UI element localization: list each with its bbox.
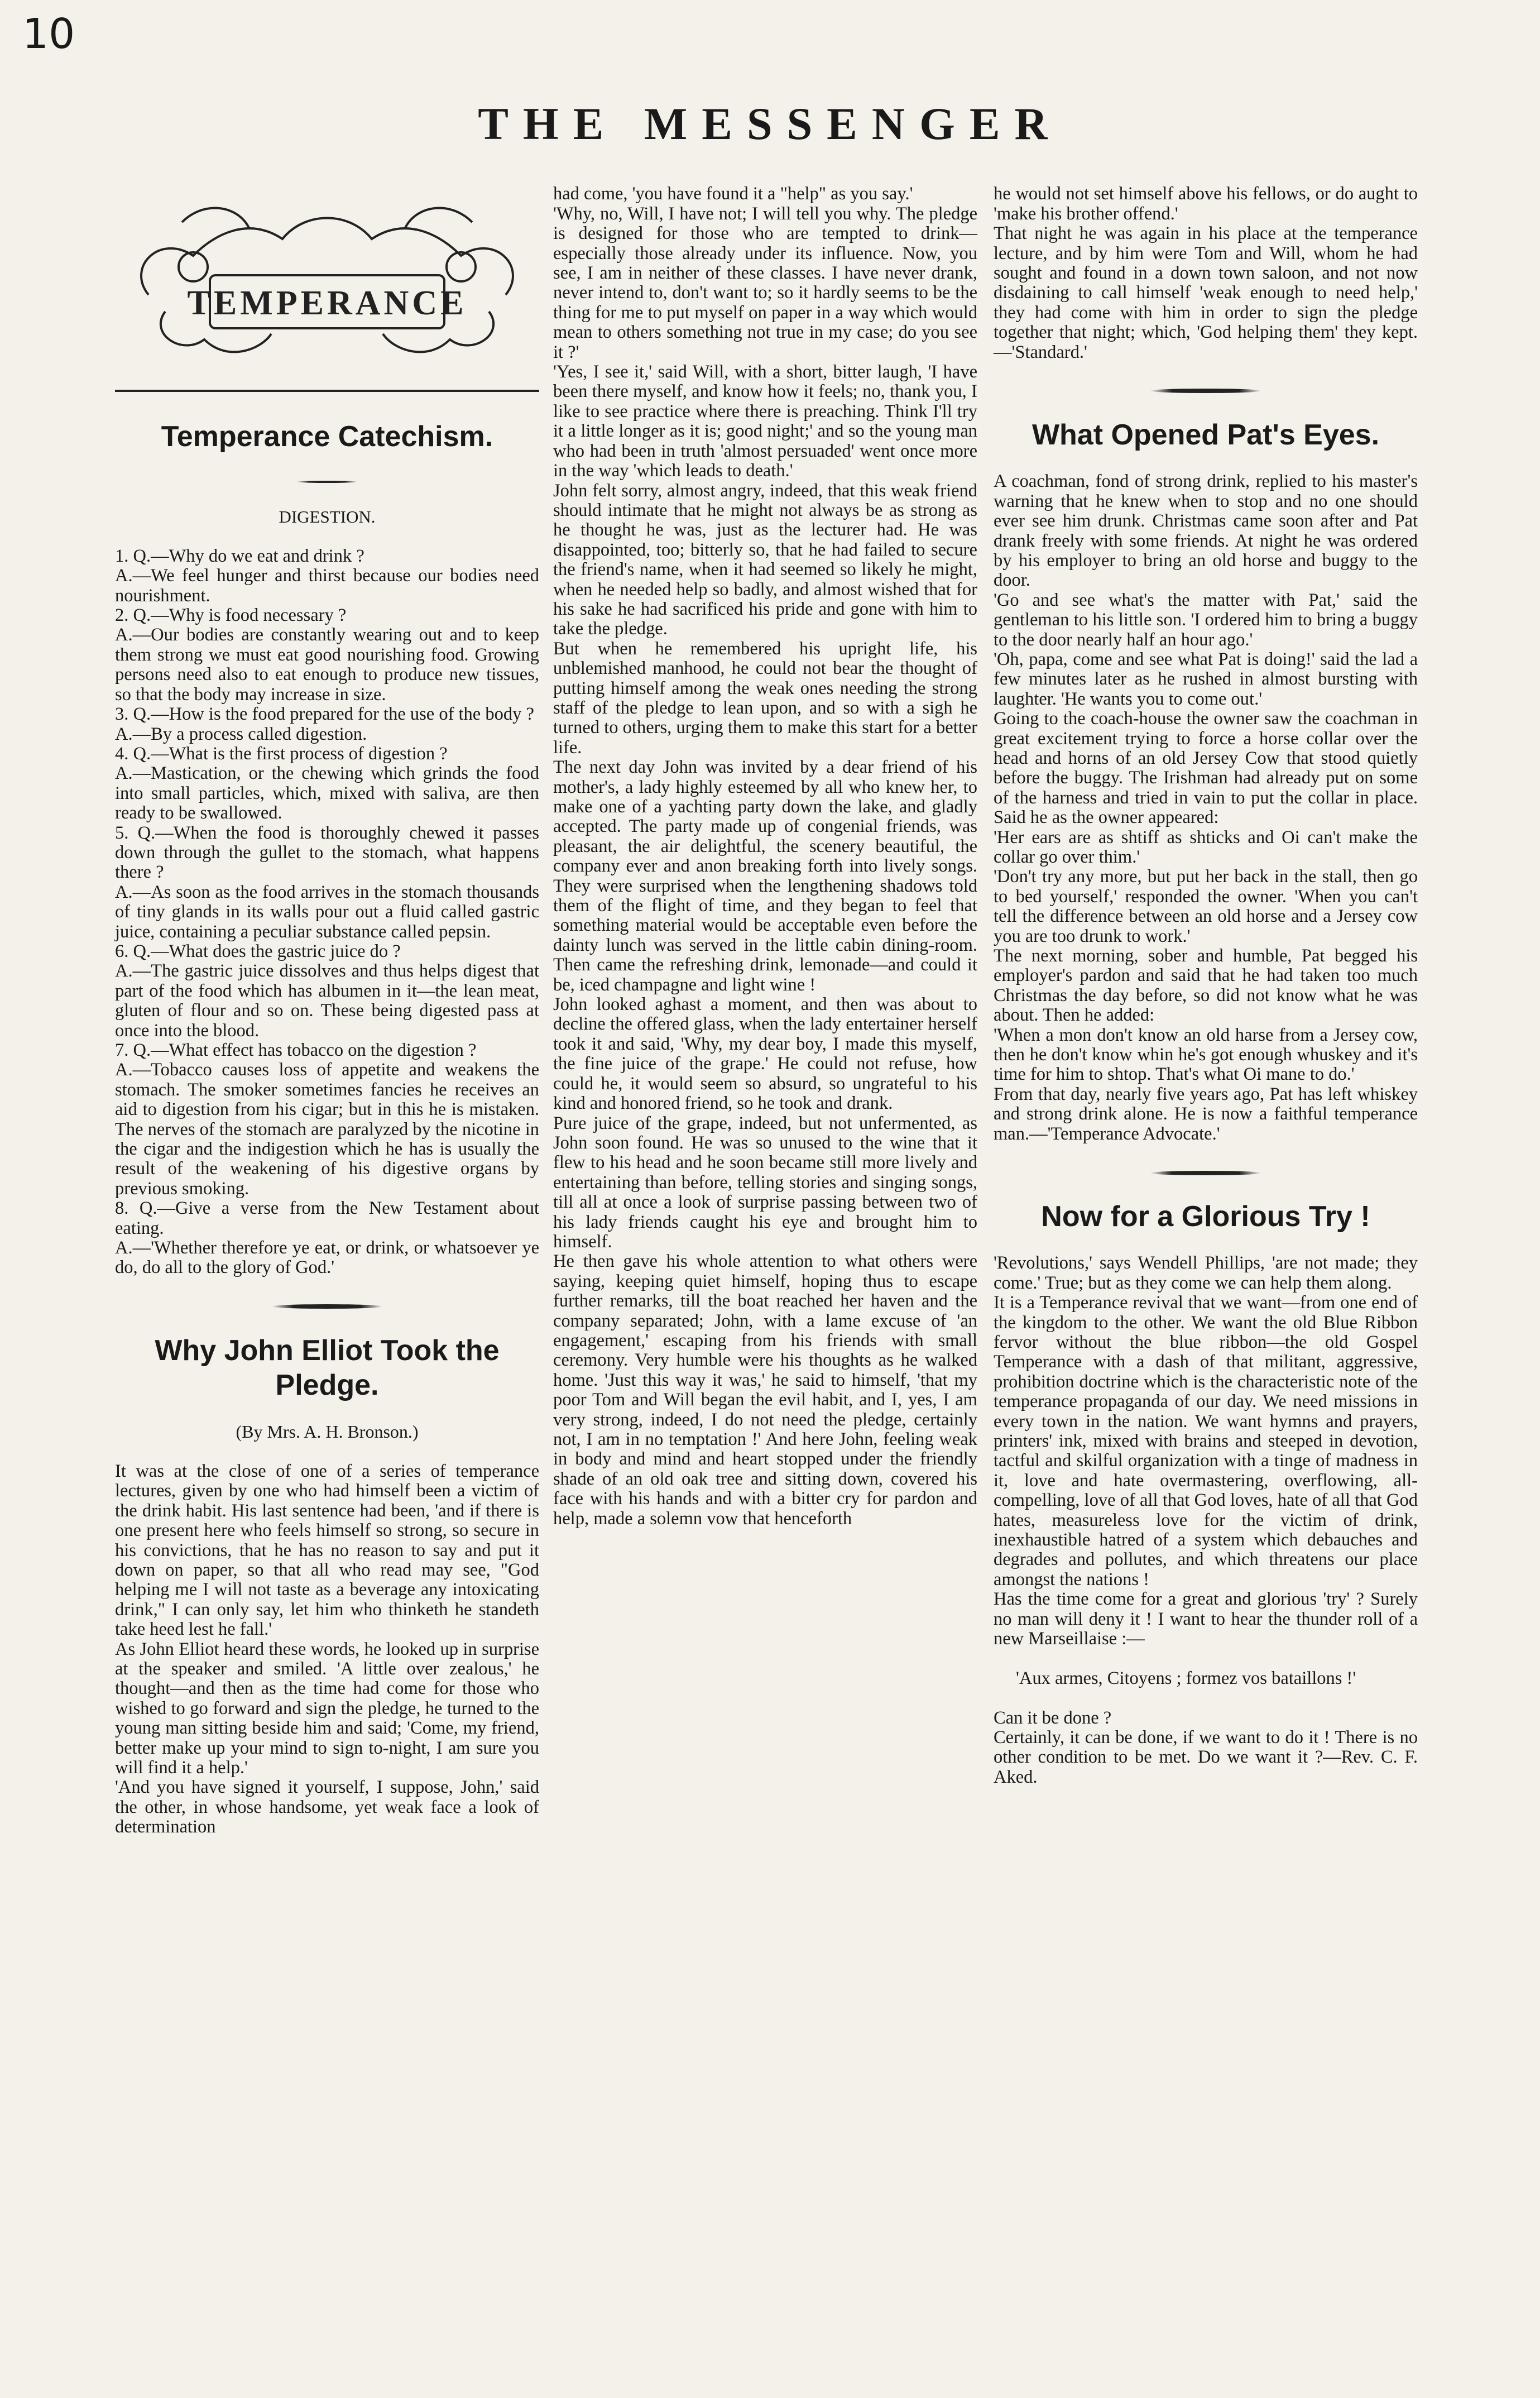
masthead: THE MESSENGER: [478, 98, 1062, 149]
article-title-pats-eyes: What Opened Pat's Eyes.: [1032, 418, 1380, 451]
article-title-temperance-catechism: Temperance Catechism.: [161, 420, 493, 453]
article-body-catechism: 1. Q.—Why do we eat and drink ? A.—We feel hunger and thirst because our bodies need nourishment. 2. Q.—Why is food necessary ? A.—Our bodies are constantly wearing out and to keep them strong we must eat good nourishing food. Growing persons need also to eat enough to produce new tissues, so that the body may increase in size. 3. Q.—How is the food prepared for the use of the body ? A.—By a process called digestion. 4. Q.—What is the first process of digestion ? A.—Mastication, or the chewing which grinds the food into small particles, which, mixed with saliva, are then ready to be swallowed. 5. Q.—When the food is thoroughly chewed it passes down through the gullet to the stomach, what happens there ? A.—As soon as the food arrives in the stomach thousands of tiny glands in its walls pour out a fluid called gastric juice, containing a peculiar substance called pepsin. 6. Q.—What does the gastric juice do ? A.—The gastric juice dissolves and thus helps digest that part of the food which has albumen in it—the lean meat, gluten of flour and so on. These being digested pass at once into the blood. 7. Q.—What effect has tobacco on the digestion ? A.—Tobacco causes loss of appetite and weakens the stomach. The smoker sometimes fancies he receives an aid to digestion from his cigar; but in this he is mistaken. The nerves of the stomach are paralyzed by the nicotine in the cigar and the indigestion which he has is usually the result of the weakening of his digestive organs by previous smoking. 8. Q.—Give a verse from the New Testament about eating. A.—'Whether therefore ye eat, or drink, or whatsoever ye do, do all to the glory of God.': [115, 545, 539, 1278]
article-subtitle: DIGESTION.: [279, 507, 376, 527]
article-byline: (By Mrs. A. H. Bronson.): [236, 1421, 419, 1442]
separator: [296, 481, 358, 483]
column-3: [994, 165, 1418, 1807]
article-body-john-elliot-end: he would not set himself above his fellows, or do aught to 'make his brother offend.' That night he was again in his place at the temperance lecture, and by him were Tom and Will, whom he had sought and found in a down town saloon, and not now disdaining to call himself 'weak enough to need help,' they had come with him in order to sign the pledge together that night; which, 'God helping them' they kept.—'Standard.': [994, 184, 1418, 362]
ornament-caption: TEMPERANCE: [187, 284, 467, 322]
article-closing: Can it be done ? Certainly, it can be done, if we want to do it ! There is no other condition to be met. Do we want it ?—Rev. C. F. Aked.: [994, 1707, 1418, 1787]
separator: [271, 1304, 383, 1309]
page-number: 10: [22, 10, 75, 58]
column-2: [553, 165, 977, 1548]
column-rule: [115, 390, 539, 392]
article-title-john-elliot: Why John Elliot Took the Pledge.: [155, 1334, 500, 1401]
separator: [1150, 389, 1261, 393]
quoted-verse: 'Aux armes, Citoyens ; formez vos bataillons !': [1016, 1668, 1356, 1688]
separator: [1150, 1171, 1261, 1175]
article-body-john-elliot-continued: had come, 'you have found it a "help" as you say.' 'Why, no, Will, I have not; I will tell you why. The pledge is designed for those who are tempted to drink—especially those already under its influence. Now, you see, I am in neither of these classes. I have never drank, never intend to, don't want to; so it hardly seems to be the thing for me to put myself on paper in a way which would mean to others something not true in my case; do you see it ?' 'Yes, I see it,' said Will, with a short, bitter laugh, 'I have been there myself, and know how it feels; no, thank you, I like to see practice where there is preaching. Think I'll try it a little longer as it is; good night;' and so the young man who had been in truth 'almost persuaded' went once more in the way 'which leads to death.' John felt sorry, almost angry, indeed, that this weak friend should intimate that he might not always be as strong as he thought he was, just as the lecturer had. He was disappointed, too; bitterly so, that he had failed to secure the friend's name, when it had seemed so likely he might, when he needed help so badly, and almost wished that for his sake he had sacrificed his pride and gone with him to take the pledge. But when he remembered his upright life, his unblemished manhood, he could not bear the thought of putting himself among the weak ones needing the strong staff of the pledge to lean upon, and so with a sigh he turned to others, urging them to make this start for a better life. The next day John was invited by a dear friend of his mother's, a lady highly esteemed by all who knew her, to make one of a yachting party down the lake, and gladly accepted. The party made up of congenial friends, was pleasant, the air delightful, the scenery beautiful, the company ever and anon breaking forth into lively songs. They were surprised when the lengthening shadows told them of the flight of time, and they began to feel that something material would be acceptable even before the dainty lunch was served in the little cabin dining-room. Then came the refreshing drink, lemonade—and could it be, iced champagne and light wine ! John looked aghast a moment, and then was about to decline the offered glass, when the lady entertainer herself took it and said, 'Why, my dear boy, I made this myself, the fine juice of the grape.' He could not refuse, how could he, it would seem so absurd, so ungrateful to his kind and honored friend, so he took and drank. Pure juice of the grape, indeed, but not unfermented, as John soon found. He was so unused to the wine that it flew to his head and he soon became still more lively and entertaining than before, telling stories and singing songs, till all at once a look of surprise passing between two of his lady friends caught his eye and brought him to himself. He then gave his whole attention to what others were saying, keeping quiet himself, hoping thus to escape further remarks, till the boat reached her haven and the company separated; John, with a lame excuse of 'an engagement,' escaping from his friends with small ceremony. Very humble were his thoughts as he walked home. 'Just this way it was,' he said to himself, 'that my poor Tom and Will began the evil habit, and I, yes, I am very strong, indeed, I do not need the pledge, certainly not, I am in no temptation !' And here John, feeling weak in body and mind and heart stopped under the friendly shade of an old oak tree and sitting down, covered his face with his hands and with a bitter cry for pardon and help, made a solemn vow that henceforth: [553, 184, 977, 1529]
article-body-john-elliot: It was at the close of one of a series of temperance lectures, given by one who had himself been a victim of the drink habit. His last sentence had been, 'and if there is one present here who feels himself so strong, so secure in his convictions, that he has no reason to say and put it down on paper, so that all who read may see, "God helping me I will not taste as a beverage any intoxicating drink," I can only say, let him who thinketh he standeth take heed lest he fall.' As John Elliot heard these words, he looked up in surprise at the speaker and smiled. 'A little over zealous,' he thought—and then as the time had come for those who wished to go forward and sign the pledge, he turned to the young man sitting beside him and said; 'Come, my friend, better make up your mind to sign to-night, I am sure you will find it a help.' 'And you have signed it yourself, I suppose, John,' said the other, in whose handsome, yet weak face a look of determination: [115, 1461, 539, 1837]
temperance-ornament-icon: [115, 180, 539, 364]
article-body-pats-eyes: A coachman, fond of strong drink, replied to his master's warning that he knew when to stop and no one should ever see him drunk. Christmas came soon after and Pat drank freely with some friends. At night he was ordered by his employer to bring an old horse and buggy to the door. 'Go and see what's the matter with Pat,' said the gentleman to his little son. 'I ordered him to bring a buggy to the door nearly half an hour ago.' 'Oh, papa, come and see what Pat is doing!' said the lad a few minutes later as he rushed in almost bursting with laughter. 'He wants you to come out.' Going to the coach-house the owner saw the coachman in great excitement trying to force a horse collar over the head and horns of an old Jersey Cow that stood quietly before the buggy. The Irishman had already put on some of the harness and tried in vain to put the collar in place. Said he as the owner appeared: 'Her ears are as shtiff as shticks and Oi can't make the collar go over thim.' 'Don't try any more, but put her back in the stall, then go to bed yourself,' responded the owner. 'When you can't tell the difference between an old horse and a Jersey cow you are too drunk to work.' The next morning, sober and humble, Pat begged his employer's pardon and said that he had taken too much Christmas the day before, so did not know what he was about. Then he added: 'When a mon don't know an old harse from a Jersey cow, then he don't know whin he's got enough whuskey and it's time for him to shtop. That's what Oi mane to do.' From that day, nearly five years ago, Pat has left whiskey and strong drink alone. He is now a faithful temperance man.—'Temperance Advocate.': [994, 471, 1418, 1144]
article-title-glorious-try: Now for a Glorious Try !: [1041, 1200, 1370, 1233]
article-body-glorious-try: 'Revolutions,' says Wendell Phillips, 'are not made; they come.' True; but as they come we can help them along. It is a Temperance revival that we want—from one end of the kingdom to the other. We want the old Blue Ribbon fervor without the blue ribbon—the old Gospel Temperance with a dash of that militant, aggressive, prohibition doctrine which is the characteristic note of the temperance propaganda of our day. We need missions in every town in the nation. We want hymns and prayers, printers' ink, mixed with brains and steeped in devotion, tactful and skilful organization with a tinge of madness in it, love and hate overmastering, overflowing, all-compelling, love of all that God loves, hate of all that God hates, measureless love for the victim of drink, inexhaustible hatred of a system which debauches and degrades and pollutes, and which threatens our place amongst the nations ! Has the time come for a great and glorious 'try' ? Surely no man will deny it ! I want to hear the thunder roll of a new Marseillaise :—: [994, 1253, 1418, 1649]
column-1: [115, 165, 539, 1857]
